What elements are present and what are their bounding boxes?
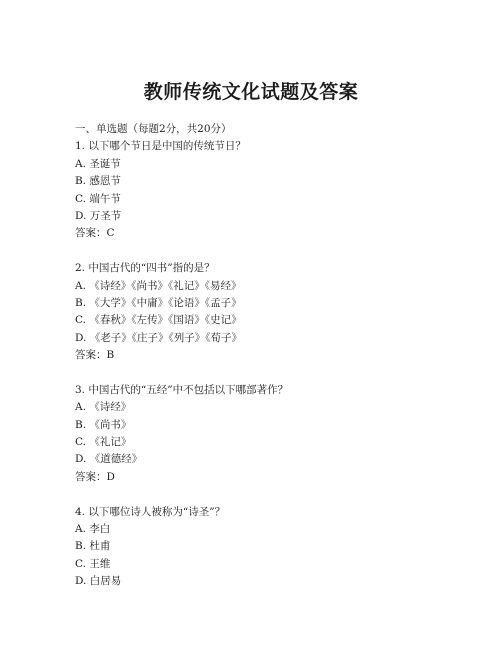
option-c: C. 《礼记》 [75,436,132,449]
option-d: D. 《道德经》 [75,453,143,466]
question-stem: 1. 以下哪个节日是中国的传统节日？ [75,140,246,153]
page-title: 教师传统文化试题及答案 [143,81,359,103]
question-1 [75,138,475,242]
question-stem: 2. 中国古代的“四书”指的是？ [75,262,215,275]
option-d: D. 《老子》《庄子》《列子》《荀子》 [75,331,242,344]
option-a: A. 《诗经》 [75,401,132,414]
question-3 [75,382,475,486]
option-b: B. 感恩节 [75,175,121,188]
option-d: D. 白居易 [75,575,122,588]
answer: 答案：B [75,349,115,362]
answer: 答案：D [75,470,115,483]
option-c: C. 王维 [75,557,111,570]
option-a: A. 圣诞节 [75,157,121,170]
section-heading: 一、单选题（每题2分，共20分） [75,123,232,135]
option-d: D. 万圣节 [75,209,122,222]
question-stem: 4. 以下哪位诗人被称为“诗圣”？ [75,505,226,518]
option-c: C. 《春秋》《左传》《国语》《史记》 [75,314,242,327]
question-2 [75,260,475,364]
option-b: B. 杜甫 [75,540,111,553]
document-body [75,121,475,591]
option-b: B. 《尚书》 [75,418,132,431]
answer: 答案：C [75,227,115,240]
option-a: A. 李白 [75,522,111,535]
option-b: B. 《大学》《中庸》《论语》《孟子》 [75,296,242,309]
option-a: A. 《诗经》《尚书》《礼记》《易经》 [75,279,242,292]
question-stem: 3. 中国古代的“五经”中不包括以下哪部著作？ [75,383,289,396]
option-c: C. 端午节 [75,192,121,205]
question-4 [75,504,475,591]
